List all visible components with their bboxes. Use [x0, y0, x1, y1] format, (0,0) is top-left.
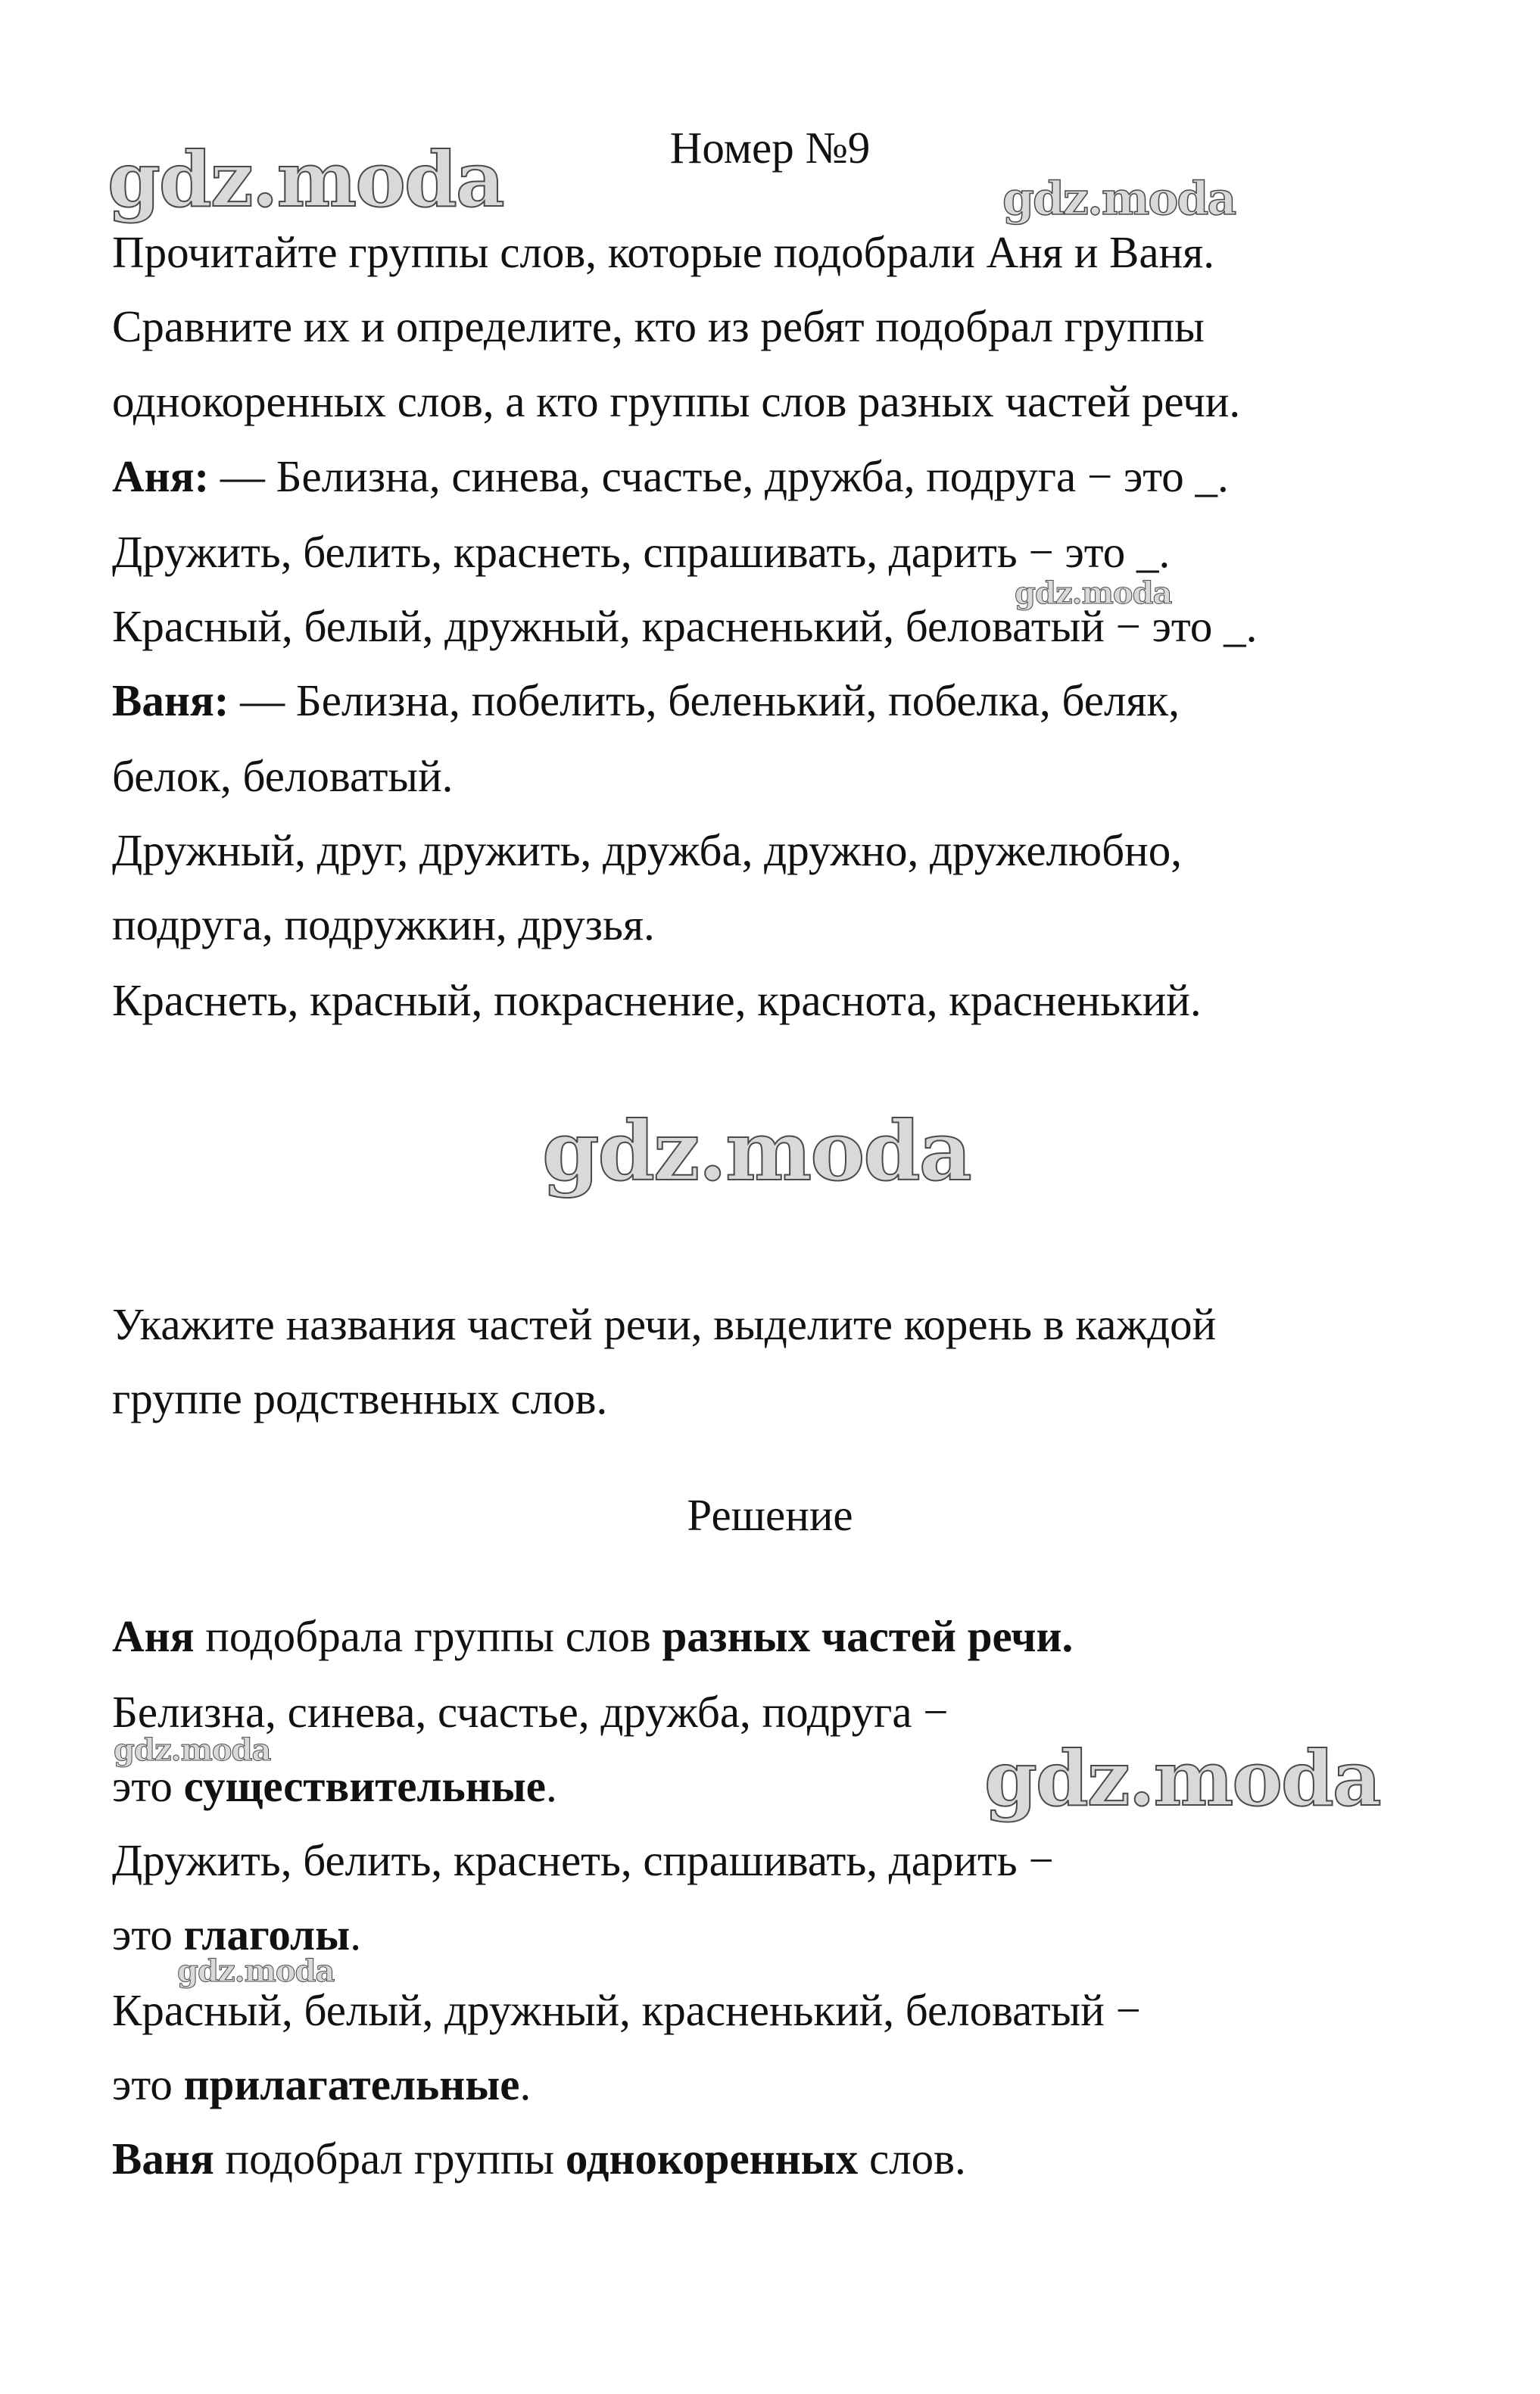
solution-line-7: [112, 2058, 531, 2111]
solution-line-6: Красный, белый, дружный, красненький, беловатый −: [112, 1985, 1141, 2035]
task-line-1: Прочитайте группы слов, которые подобрали Аня и Ваня.: [112, 227, 1215, 277]
solution-line-3-pre: это: [112, 1761, 184, 1811]
anya-text-1: — Белизна, синева, счастье, дружба, подруга − это _.: [209, 451, 1229, 501]
vanya-text-1: — Белизна, побелить, беленький, побелка, беляк,: [229, 675, 1180, 725]
task-line-3: однокоренных слов, а кто группы слов разных частей речи.: [112, 376, 1241, 426]
solution-line-5-pre: это: [112, 1909, 184, 1959]
watermark-logo: gdz.moda: [177, 1953, 335, 1989]
solution-adjectives: прилагательные: [183, 2059, 520, 2109]
watermark-logo: gdz.moda: [114, 1732, 271, 1768]
solution-line-8-post: слов.: [858, 2134, 966, 2184]
solution-line-8-bold: однокоренных: [565, 2134, 859, 2184]
solution-nouns: существительные: [183, 1761, 546, 1811]
solution-anya-name: Аня: [112, 1611, 195, 1661]
instruction-line-1: Укажите названия частей речи, выделите корень в каждой: [112, 1299, 1217, 1349]
watermark-logo: gdz.moda: [542, 1104, 971, 1199]
anya-line-1: [112, 450, 1229, 503]
solution-line-1-bold: разных частей речи.: [662, 1611, 1074, 1661]
page-title: Номер №9: [669, 123, 871, 173]
vanya-line-1: [112, 674, 1180, 727]
solution-line-4: Дружить, белить, краснеть, спрашивать, дарить −: [112, 1835, 1054, 1885]
solution-line-8-mid: подобрал группы: [214, 2134, 566, 2184]
anya-line-2: Дружить, белить, краснеть, спрашивать, дарить − это _.: [112, 527, 1171, 577]
vanya-line-2: белок, беловатый.: [112, 751, 454, 801]
solution-vanya-name: Ваня: [112, 2134, 214, 2184]
solution-line-5-post: .: [350, 1909, 361, 1959]
anya-line-3: Красный, белый, дружный, красненький, беловатый − это _.: [112, 601, 1258, 651]
instruction-line-2: группе родственных слов.: [112, 1373, 608, 1423]
vanya-line-5: Краснеть, красный, покраснение, краснота, красненький.: [112, 975, 1202, 1025]
solution-line-1: [112, 1610, 1073, 1663]
watermark-logo: gdz.moda: [1015, 575, 1172, 611]
solution-line-3-post: .: [545, 1761, 557, 1811]
solution-heading: Решение: [687, 1490, 853, 1540]
solution-line-7-post: .: [519, 2059, 532, 2109]
vanya-line-3: Дружный, друг, дружить, дружба, дружно, дружелюбно,: [112, 825, 1182, 875]
solution-line-1-mid: подобрала группы слов: [194, 1611, 662, 1661]
anya-label: Аня:: [112, 451, 210, 501]
solution-line-8: [112, 2132, 966, 2185]
solution-line-2: Белизна, синева, счастье, дружба, подруга −: [112, 1687, 949, 1737]
watermark-logo: gdz.moda: [108, 135, 503, 224]
watermark-logo: gdz.moda: [984, 1734, 1380, 1823]
solution-line-7-pre: это: [112, 2059, 184, 2109]
solution-verbs: глаголы: [183, 1909, 351, 1959]
watermark-logo: gdz.moda: [1002, 173, 1236, 226]
task-line-2: Сравните их и определите, кто из ребят подобрал группы: [112, 301, 1205, 351]
vanya-label: Ваня:: [112, 675, 229, 725]
vanya-line-4: подруга, подружкин, друзья.: [112, 899, 655, 949]
